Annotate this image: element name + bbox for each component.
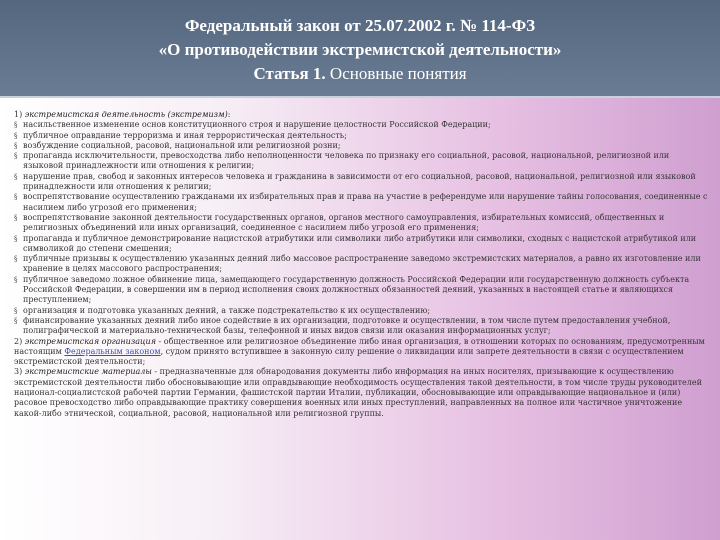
- list-item: [14, 275, 710, 306]
- list-item-text: нарушение прав, свобод и законных интересов человека и гражданина в зависимости от его социальной, расовой, национальной, религиозной или языковой принадлежности или отношения к религии;: [23, 171, 696, 192]
- list-item-text: воспрепятствование осуществлению гражданами их избирательных прав и права на участие в референдуме или нарушение тайны голосования, соединенные с насилием либо угрозой его применения;: [23, 192, 708, 212]
- article-caption: Основные понятия: [325, 64, 467, 83]
- section-number: 3): [14, 367, 25, 377]
- list-item: [14, 254, 710, 275]
- bullet-icon: §: [14, 255, 18, 264]
- section-colon: :: [227, 110, 231, 119]
- definition-text: - общественное или религиозное объединение либо иная организация, в отношении которых по основаниям, предусмотренным настоящим: [14, 336, 705, 356]
- list-item: [14, 120, 710, 130]
- defined-term: экстремистские материалы: [24, 367, 152, 377]
- federal-law-link[interactable]: Федеральным законом: [64, 346, 161, 356]
- article-number: Статья 1.: [253, 64, 326, 83]
- bullet-icon: §: [14, 131, 18, 140]
- bullet-icon: §: [14, 306, 18, 315]
- list-item-text: возбуждение социальной, расовой, национальной или религиозной розни;: [23, 140, 341, 150]
- list-item-text: публичные призывы к осуществлению указанных деяний либо массовое распространение заведомо экстремистских материалов, а равно их изготовление или хранение в целях массового распространения;: [23, 254, 701, 274]
- bullet-icon: §: [14, 213, 18, 222]
- list-item: [14, 151, 710, 172]
- bullet-icon: §: [14, 316, 18, 325]
- bullet-icon: §: [14, 141, 18, 150]
- list-item-text: публичное оправдание терроризма и иная террористическая деятельность;: [23, 130, 347, 140]
- bullet-icon: §: [14, 275, 18, 284]
- article-text: [14, 110, 710, 419]
- definition-extremist-activity: [14, 110, 710, 120]
- list-item: [14, 234, 710, 255]
- list-item-text: организация и подготовка указанных деяний, а также подстрекательство к их осуществлению;: [23, 305, 431, 315]
- bullet-icon: §: [14, 193, 18, 202]
- definition-text-cont: , судом принято вступившее в законную силу решение о ликвидации или запрете деятельности в связи с осуществлением экстремистской деятельности;: [14, 346, 684, 367]
- definition-extremist-materials: [14, 367, 710, 418]
- activity-list: [14, 120, 710, 336]
- law-title: Федеральный закон от 25.07.2002 г. № 114-ФЗ: [184, 16, 536, 35]
- list-item-text: финансирование указанных деяний либо иное содействие в их организации, подготовке и осуществлении, в том числе путем предоставления учебной, полиграфической и материально-технической базы, телефонной и иных видов связи или оказания информационных услуг;: [23, 315, 671, 336]
- list-item-text: пропаганда исключительности, превосходства либо неполноценности человека по признаку его социальной, расовой, национальной, религиозной или языковой принадлежности или отношения к религии;: [23, 151, 670, 171]
- list-item: [14, 141, 710, 151]
- bullet-icon: §: [14, 121, 18, 130]
- list-item-text: публичное заведомо ложное обвинение лица, замещающего государственную должность Российской Федерации или государственную должность субъекта Российской Федерации, в совершении им в период исполнения своих должностных обязанностей деяний, указанных в настоящей статье и являющихся преступлением;: [23, 274, 690, 305]
- definition-extremist-organization: [14, 337, 710, 368]
- definition-text: - предназначенные для обнародования документы либо информация на иных носителях, призывающие к осуществлению экстремистской деятельности либо обосновывающие или оправдывающие необходимость осуществления такой деятельности, в том числе труды руководителей национал-социалистской рабочей партии Германии, фашистской партии Италии, публикации, обосновывающие или оправдывающие национальное и (или) расовое превосходство либо оправдывающие практику совершения военных или иных преступлений, направленных на полное или частичное уничтожение какой-либо этнической, социальной, расовой, национальной или религиозной группы.: [14, 367, 702, 418]
- slide-header: [0, 0, 720, 96]
- bullet-icon: §: [14, 172, 18, 181]
- list-item-text: воспрепятствование законной деятельности государственных органов, органов местного самоуправления, избирательных комиссий, общественных и религиозных объединений или иных организаций, соединенное с насилием либо угрозой его применения;: [23, 212, 665, 233]
- defined-term: экстремистская организация: [24, 336, 156, 346]
- content-panel: [0, 98, 720, 540]
- list-item: [14, 213, 710, 234]
- section-number: 2): [14, 336, 25, 346]
- article-title: [0, 62, 720, 86]
- section-number: 1): [14, 110, 25, 119]
- law-name: «О противодействии экстремистской деятельности»: [158, 40, 562, 59]
- list-item: [14, 316, 710, 337]
- bullet-icon: §: [14, 234, 18, 243]
- list-item: [14, 172, 710, 193]
- list-item-text: насильственное изменение основ конституционного строя и нарушение целостности Российской Федерации;: [23, 120, 491, 130]
- list-item: [14, 192, 710, 213]
- list-item-text: пропаганда и публичное демонстрирование нацистской атрибутики или символики либо атрибутики или символики, сходных с нацистской атрибутикой или символикой до степени смешения;: [23, 233, 697, 253]
- list-item: [14, 131, 710, 141]
- defined-term: экстремистская деятельность (экстремизм): [24, 110, 228, 119]
- bullet-icon: §: [14, 152, 18, 161]
- list-item: [14, 306, 710, 316]
